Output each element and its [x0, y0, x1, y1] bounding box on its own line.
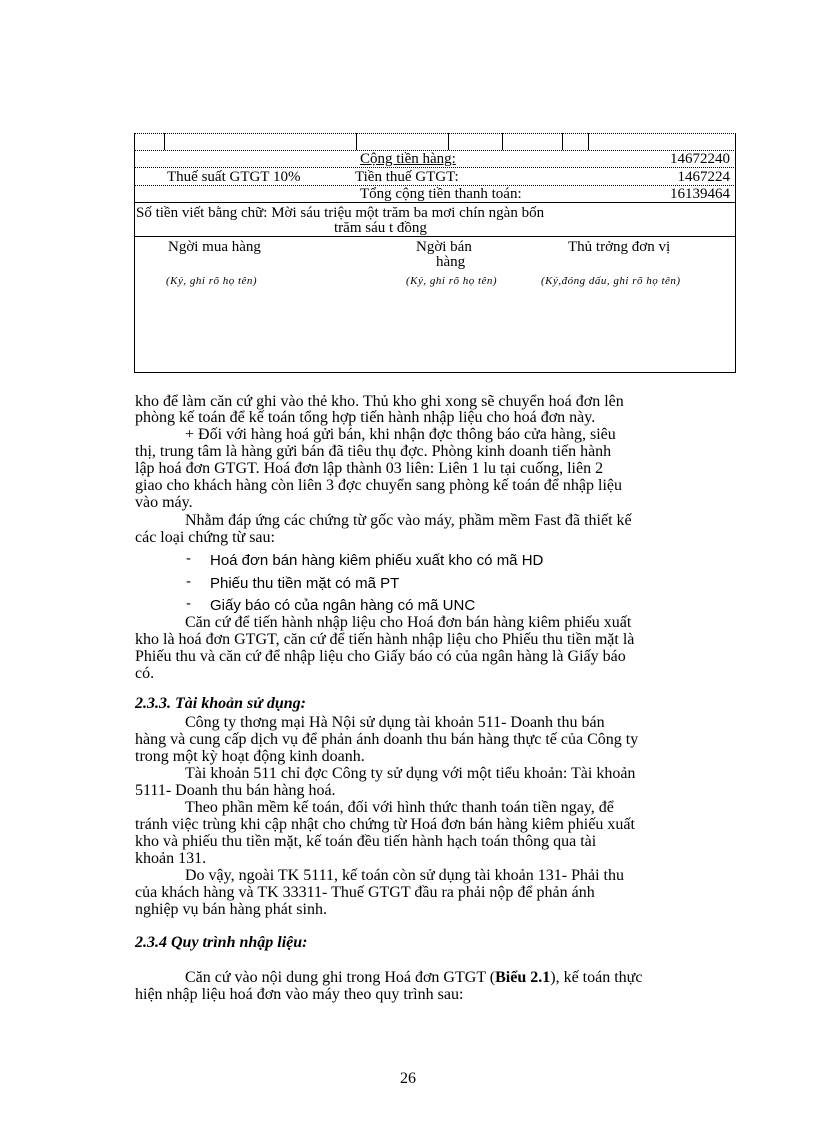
paragraph-line: của khách hàng và TK 33311- Thuế GTGT đầu ra phải nộp để phản ánh — [135, 884, 595, 901]
amount-in-words-line-1: Số tiền viết bằng chữ: Mời sáu triệu một trăm ba mơi chín ngàn bốn — [136, 205, 545, 221]
paragraph-line: Căn cứ để tiến hành nhập liệu cho Hoá đơn bán hàng kiêm phiếu xuất — [185, 614, 632, 631]
buyer-label: Ngời mua hàng — [168, 239, 261, 255]
row-divider — [134, 202, 736, 203]
paragraph-line: kho để làm căn cứ ghi vào thẻ kho. Thủ kho ghi xong sẽ chuyển hoá đơn lên — [135, 393, 624, 410]
paragraph-line: phòng kế toán để kế toán tổng hợp tiến hành nhập liệu cho hoá đơn này. — [135, 409, 596, 426]
paragraph-line: + Đối với hàng hoá gửi bán, khi nhận đợc thông báo cửa hàng, siêu — [185, 426, 616, 443]
table-bottom-border — [134, 372, 736, 373]
row-divider — [134, 236, 736, 237]
column-divider — [562, 133, 563, 150]
paragraph-line: Theo phần mềm kế toán, đối với hình thức thanh toán tiền ngay, để — [185, 799, 614, 816]
buyer-sign-note: (Ký, ghi rõ họ tên) — [166, 275, 258, 287]
vat-amount-label: Tiền thuế GTGT: — [355, 169, 459, 185]
paragraph-line: các loại chứng từ sau: — [135, 529, 275, 546]
figure-reference: Biểu 2.1 — [495, 969, 551, 986]
amount-in-words-line-2: trăm sáu t đồng — [334, 220, 427, 236]
paragraph-line: giao cho khách hàng còn liên 3 đợc chuyển sang phòng kế toán để nhập liệu — [135, 477, 622, 494]
paragraph-line — [185, 969, 642, 986]
column-divider — [502, 133, 503, 150]
paragraph-line: hàng và cung cấp dịch vụ để phản ánh doanh thu bán hàng thực tế của Công ty — [135, 731, 639, 748]
paragraph-text: Căn cứ vào nội dung ghi trong Hoá đơn GTGT ( — [185, 969, 496, 986]
table-top-border — [134, 133, 736, 134]
list-item: Hoá đơn bán hàng kiêm phiếu xuất kho có mã HD — [210, 552, 544, 569]
seller-label: Ngời bán — [416, 239, 472, 255]
paragraph-line: trong một kỳ hoạt động kinh doanh. — [135, 748, 365, 765]
paragraph-line: vào máy. — [135, 494, 193, 511]
director-label: Thủ trởng đơn vị — [568, 239, 671, 255]
seller-label-2: hàng — [436, 254, 466, 270]
paragraph-line: 5111- Doanh thu bán hàng hoá. — [135, 782, 336, 799]
total-label: Tổng cộng tiền thanh toán: — [360, 186, 522, 202]
paragraph-line: hiện nhập liệu hoá đơn vào máy theo quy trình sau: — [135, 986, 464, 1003]
column-divider — [164, 133, 165, 150]
vat-amount-value: 1467224 — [677, 169, 730, 185]
paragraph-line: nghiệp vụ bán hàng phát sinh. — [135, 901, 327, 918]
section-heading-2-3-4: 2.3.4 Quy trình nhập liệu: — [135, 934, 308, 951]
total-value: 16139464 — [670, 186, 730, 202]
paragraph-text: ), kế toán thực — [550, 969, 643, 986]
table-right-border — [735, 133, 736, 373]
paragraph-line: có. — [135, 665, 155, 682]
subtotal-label: Cộng tiền hàng: — [360, 151, 456, 167]
vat-rate-label: Thuế suất GTGT 10% — [167, 169, 301, 185]
paragraph-line: Phiếu thu và căn cứ để nhập liệu cho Giấy báo có của ngân hàng là Giấy báo — [135, 648, 626, 665]
list-item: Giấy báo có của ngân hàng có mã UNC — [210, 597, 476, 614]
paragraph-line: tránh việc trùng khi cập nhật cho chứng từ Hoá đơn bán hàng kiêm phiếu xuất — [135, 816, 635, 833]
paragraph-line: lập hoá đơn GTGT. Hoá đơn lập thành 03 liên: Liên 1 lu tại cuống, liên 2 — [135, 460, 604, 477]
paragraph-line: kho là hoá đơn GTGT, căn cứ để tiến hành nhập liệu cho Phiếu thu tiền mặt là — [135, 631, 635, 648]
seller-sign-note: (Ký, ghi rõ họ tên) — [406, 275, 498, 287]
list-item: Phiếu thu tiền mặt có mã PT — [210, 575, 400, 592]
bullet-marker: - — [186, 596, 192, 612]
column-divider — [448, 133, 449, 150]
invoice-table — [134, 133, 736, 373]
column-divider — [588, 133, 589, 150]
subtotal-value: 14672240 — [670, 151, 730, 167]
director-sign-note: (Ký,đóng dấu, ghi rõ họ tên) — [541, 275, 681, 287]
paragraph-line: kho và phiếu thu tiền mặt, kế toán đều tiến hành hạch toán thông qua tài — [135, 833, 597, 850]
paragraph-line: Tài khoản 511 chỉ đợc Công ty sử dụng với một tiểu khoản: Tài khoản — [185, 765, 636, 782]
paragraph-line: khoản 131. — [135, 850, 207, 867]
paragraph-line: Do vậy, ngoài TK 5111, kế toán còn sử dụng tài khoản 131- Phải thu — [185, 867, 624, 884]
table-left-border — [134, 133, 135, 373]
section-heading-2-3-3: 2.3.3. Tài khoản sử dụng: — [135, 695, 306, 712]
column-divider — [356, 133, 357, 150]
bullet-marker: - — [186, 574, 192, 590]
bullet-marker: - — [186, 551, 192, 567]
page-number: 26 — [400, 1070, 416, 1087]
paragraph-line: Công ty thơng mại Hà Nội sử dụng tài khoản 511- Doanh thu bán — [185, 714, 605, 731]
paragraph-line: thị, trung tâm là hàng gửi bán đã tiêu thụ đợc. Phòng kinh doanh tiến hành — [135, 443, 612, 460]
paragraph-line: Nhằm đáp ứng các chứng từ gốc vào máy, phầm mềm Fast đã thiết kế — [185, 512, 632, 529]
row-divider — [134, 167, 736, 168]
